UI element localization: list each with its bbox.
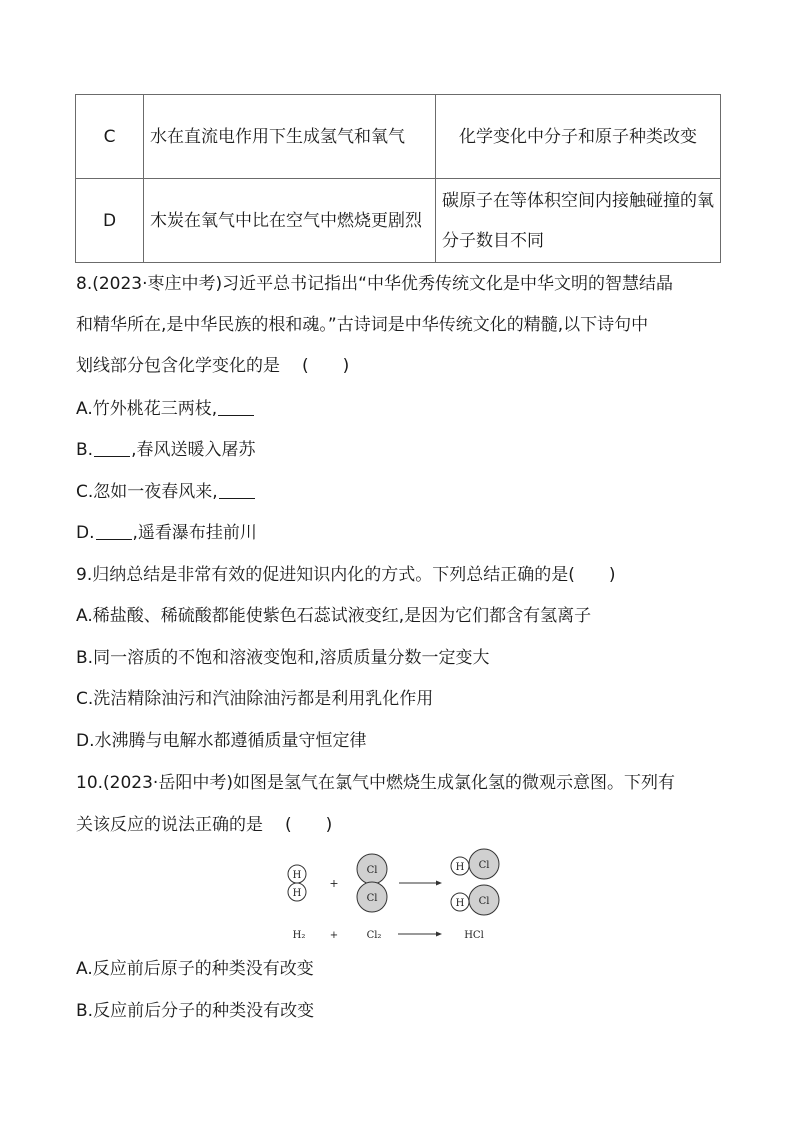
label-cl2: Cl₂ <box>366 930 382 941</box>
option-text: C.忽如一夜春风来, <box>76 482 218 502</box>
h-atom-label: H <box>455 898 465 909</box>
q8-option-c <box>76 480 722 504</box>
underline-blank <box>219 482 255 499</box>
q10-stem-line-2 <box>76 813 722 837</box>
h2-molecule <box>288 865 306 901</box>
options-table <box>75 94 721 263</box>
q8-stem-text: 划线部分包含化学变化的是 <box>76 356 280 376</box>
label-plus: + <box>329 930 339 941</box>
q9-option-a: A.稀盐酸、稀硫酸都能使紫色石蕊试液变红,是因为它们都含有氢离子 <box>76 606 592 626</box>
option-text: A.竹外桃花三两枝, <box>76 399 218 419</box>
cl2-molecule <box>357 854 387 912</box>
row-explanation: 碳原子在等体积空间内接触碰撞的氧分子数目不同 <box>436 179 721 263</box>
q8-stem-line-2: 和精华所在,是中华民族的根和魂。”古诗词是中华传统文化的精髓,以下诗句中 <box>76 315 649 335</box>
table-row <box>76 95 721 179</box>
q8-stem-line-3 <box>76 354 722 378</box>
cl-atom-label: Cl <box>366 893 378 904</box>
q8-option-b <box>76 438 722 462</box>
q9-stem: 9.归纳总结是非常有效的促进知识内化的方式。下列总结正确的是( ) <box>76 565 616 585</box>
label-hcl: HCl <box>464 930 484 941</box>
q9-option-d: D.水沸腾与电解水都遵循质量守恒定律 <box>76 731 367 751</box>
row-fact: 木炭在氧气中比在空气中燃烧更剧烈 <box>144 179 436 263</box>
reaction-diagram <box>276 845 516 945</box>
q10-stem-text: 关该反应的说法正确的是 <box>76 815 263 835</box>
option-letter: B. <box>76 440 94 460</box>
q8-option-a <box>76 397 722 421</box>
q10-stem-line-1: 10.(2023·岳阳中考)如图是氢气在氯气中燃烧生成氯化氢的微观示意图。下列有 <box>76 773 675 793</box>
underline-blank <box>218 399 254 416</box>
row-fact: 水在直流电作用下生成氢气和氧气 <box>144 95 436 179</box>
q8-stem-line-1: 8.(2023·枣庄中考)习近平总书记指出“中华优秀传统文化是中华文明的智慧结晶 <box>76 274 673 294</box>
row-explanation: 化学变化中分子和原子种类改变 <box>436 95 721 179</box>
label-arrow <box>398 932 442 937</box>
plus-sign: + <box>329 877 339 890</box>
q9-option-b: B.同一溶质的不饱和溶液变饱和,溶质质量分数一定变大 <box>76 648 490 668</box>
hcl-molecule <box>451 885 499 915</box>
option-letter: D. <box>76 523 95 543</box>
h-atom-label: H <box>455 862 465 873</box>
underline-blank <box>96 523 132 540</box>
table-row <box>76 179 721 263</box>
reaction-arrow <box>399 881 442 886</box>
q10-option-b: B.反应前后分子的种类没有改变 <box>76 1001 315 1021</box>
option-text: ,春风送暖入屠苏 <box>131 440 256 460</box>
cl-atom-label: Cl <box>478 896 490 907</box>
row-letter: C <box>76 95 144 179</box>
h-atom-label: H <box>292 888 302 899</box>
underline-blank <box>94 440 130 457</box>
answer-parentheses: ( ) <box>285 815 333 835</box>
option-text: ,遥看瀑布挂前川 <box>132 523 257 543</box>
answer-parentheses: ( ) <box>302 356 350 376</box>
row-letter: D <box>76 179 144 263</box>
h-atom-label: H <box>292 870 302 881</box>
hcl-molecule <box>451 849 499 879</box>
cl-atom-label: Cl <box>478 860 490 871</box>
label-h2: H₂ <box>292 930 306 941</box>
cl-atom-label: Cl <box>366 865 378 876</box>
q9-option-c: C.洗洁精除油污和汽油除油污都是利用乳化作用 <box>76 689 434 709</box>
q10-option-a: A.反应前后原子的种类没有改变 <box>76 959 314 979</box>
q8-option-d <box>76 521 722 545</box>
